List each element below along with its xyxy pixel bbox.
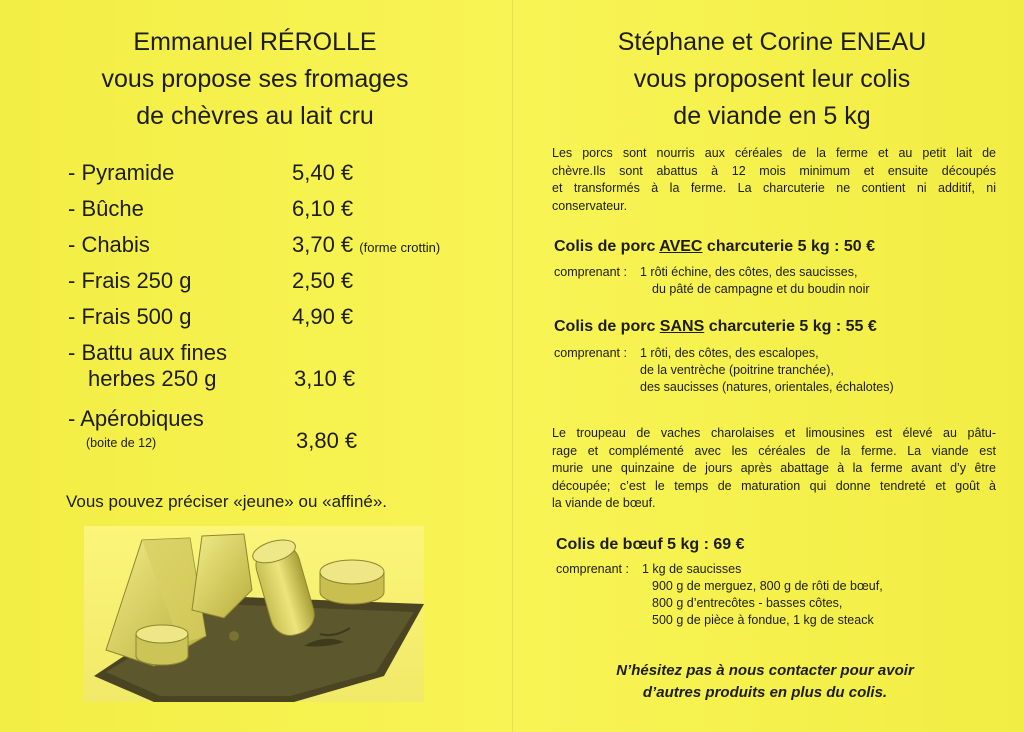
product-name: - Chabis xyxy=(68,232,150,257)
cheese-producer-title xyxy=(40,24,470,135)
product-name: - Pyramide xyxy=(68,160,175,185)
product-note: (forme crottin) xyxy=(359,240,441,255)
title-line: vous propose ses fromages xyxy=(101,65,409,93)
meat-producer-title xyxy=(532,24,1012,135)
product-price: 6,10 € xyxy=(292,196,354,221)
product-name-cont: herbes 250 g xyxy=(88,366,217,391)
product-price: 5,40 € xyxy=(292,160,354,185)
product-subnote: (boite de 12) xyxy=(86,436,157,450)
product-name: - Apérobiques xyxy=(68,406,204,431)
title-line: Stéphane et Corine ENEAU xyxy=(617,28,927,56)
product-name: - Bûche xyxy=(68,196,144,221)
boeuf-intro: Le troupeau de vaches charolaises et limousines est élevé au pâtu- rage et complémenté avec les céréales de la ferme. La viande est murie une quinzaine de jours après abattage à la ferme avant d’y être découpée; c’est le temps de maturation qui donne tendreté et goût à la viande de bœuf. xyxy=(552,426,996,510)
product-price: 3,10 € xyxy=(294,366,356,391)
product-price: 4,90 € xyxy=(292,304,354,329)
product-price: 2,50 € xyxy=(292,268,354,293)
product-name: - Frais 500 g xyxy=(68,304,192,329)
closing-note: N’hésitez pas à nous contacter pour avoir d’autres produits en plus du colis. xyxy=(616,662,914,701)
colis-porc-sans-title: Colis de porc SANS charcuterie 5 kg : 55 € xyxy=(554,318,877,335)
cheese-photo xyxy=(84,526,424,702)
product-price: 3,70 € (forme crottin) xyxy=(292,232,441,257)
colis-porc-avec-title: Colis de porc AVEC charcuterie 5 kg : 50 € xyxy=(554,238,875,255)
title-line: vous proposent leur colis xyxy=(633,65,911,93)
precision-note: Vous pouvez préciser «jeune» ou «affiné». xyxy=(66,492,388,511)
product-price: 3,80 € xyxy=(296,428,358,453)
product-name: - Battu aux fines xyxy=(68,340,227,365)
product-name: - Frais 250 g xyxy=(68,268,192,293)
porc-intro: Les porcs sont nourris aux céréales de la ferme et au petit lait de chèvre.Ils sont abattus à 12 mois minimum et ensuite découpés et transformés à la ferme. La charcuterie ne contient ni additif, ni conservateur. xyxy=(552,146,996,213)
title-line: de chèvres au lait cru xyxy=(136,102,374,130)
title-line: de viande en 5 kg xyxy=(673,102,871,130)
title-line: Emmanuel RÉROLLE xyxy=(133,28,377,56)
colis-boeuf-title: Colis de bœuf 5 kg : 69 € xyxy=(556,536,745,553)
center-fold xyxy=(512,0,513,732)
